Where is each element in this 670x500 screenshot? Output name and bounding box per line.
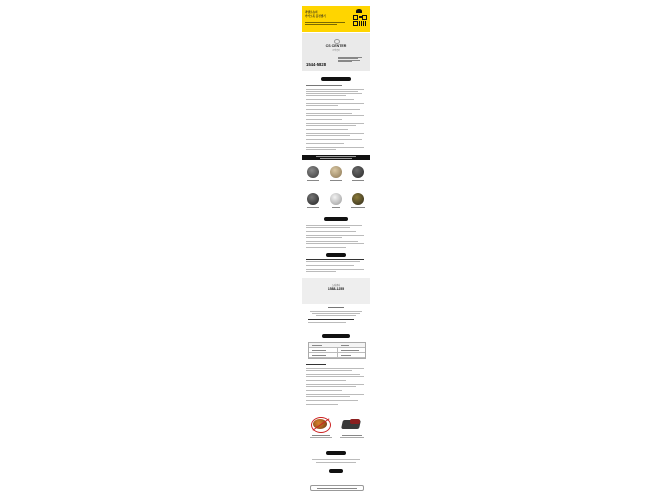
swatch-image (330, 166, 342, 178)
banner-headline-line-2: 카카오톡 플친맺기 (305, 15, 326, 18)
section-label-product-info (321, 77, 351, 81)
size-table (308, 342, 366, 359)
shopping-center-label: 쇼핑센터 (331, 285, 341, 287)
qr-code-icon (353, 9, 367, 27)
banner-headline-line-1: 라벨로슈의 (305, 11, 318, 14)
swatch-image (307, 193, 319, 205)
shopping-center-phone[interactable]: 1588-1255 (327, 287, 345, 291)
cs-center-subtitle: 고객센터 (332, 50, 340, 52)
section-label-notice (329, 469, 343, 473)
cs-center-section (302, 33, 370, 71)
cs-center-phone[interactable]: 1544-5828 (306, 62, 327, 67)
cs-center-hours (338, 56, 368, 63)
return-policy-box (310, 485, 364, 491)
swatch-image (352, 166, 364, 178)
swatch-image (330, 193, 342, 205)
banner-caption-line-2 (305, 24, 337, 25)
section-label-as (326, 253, 346, 257)
wash-guide-image (310, 416, 332, 432)
cs-center-title: CS CENTER (325, 44, 347, 48)
shopping-center-box (302, 278, 370, 304)
section-label-care (324, 217, 348, 221)
swatch-image (307, 166, 319, 178)
storage-guide-image (340, 416, 364, 432)
swatch-image (352, 193, 364, 205)
kakao-logo-icon (356, 9, 362, 13)
banner-caption (305, 22, 345, 23)
material-notice-strip (302, 155, 370, 160)
section-label-delivery (326, 451, 346, 455)
kakao-plus-friend-banner[interactable] (302, 6, 370, 32)
table-row (309, 353, 365, 358)
section-label-size (322, 334, 350, 338)
